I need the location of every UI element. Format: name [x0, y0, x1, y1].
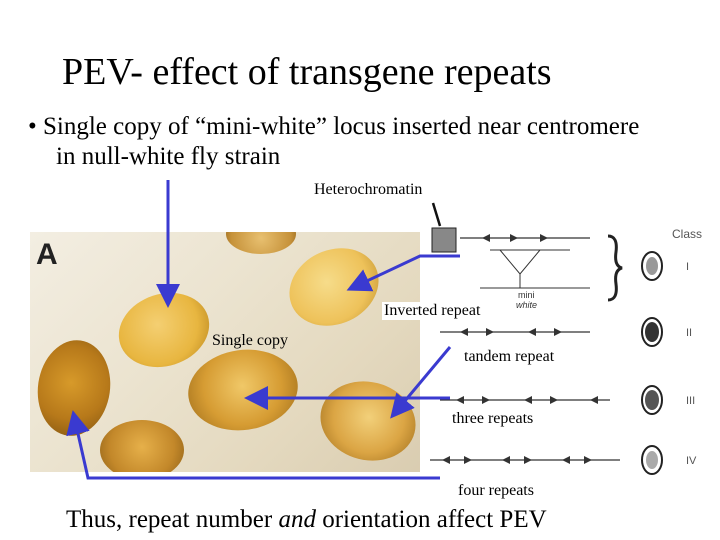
class-label-IV: IV — [686, 455, 697, 467]
fly-eye-three — [183, 343, 303, 438]
class-label-I: I — [686, 261, 690, 273]
bullet-point — [28, 112, 639, 172]
slide-title: PEV- effect of transgene repeats — [62, 51, 552, 93]
fly-eye-photo — [30, 232, 428, 472]
fly-eye-four — [312, 372, 424, 471]
class-label-II: II — [686, 327, 693, 339]
class-label-III: III — [686, 395, 696, 407]
class-eye-I — [642, 252, 662, 280]
bullet-text-line-1: Single copy of “mini-white” locus inserted near centromere — [43, 113, 640, 140]
conclusion-text — [66, 506, 547, 534]
mini-white-label-1: mini — [518, 290, 535, 300]
label-heterochromatin: Heterochromatin — [314, 181, 423, 198]
class-eye-IV — [642, 446, 662, 474]
conclusion-post: orientation affect PEV — [315, 506, 547, 533]
fly-eye-tandem — [32, 335, 117, 440]
class-header: Class — [672, 227, 703, 241]
label-four-repeats: four repeats — [458, 482, 534, 499]
label-tandem-repeat: tandem repeat — [464, 348, 555, 365]
fly-eye-extra — [100, 420, 184, 472]
fly-eye-inverted-repeat — [277, 234, 392, 340]
mini-white-label-2: white — [516, 300, 538, 310]
bullet-text-line-2: in null-white fly strain — [56, 143, 281, 170]
bullet-marker: • — [28, 113, 37, 140]
class-eye-II — [642, 318, 662, 346]
conclusion-pre: Thus, repeat number — [66, 506, 279, 533]
class-eye-III — [642, 386, 662, 414]
panel-letter: A — [36, 238, 58, 271]
fly-eye-edge — [226, 232, 296, 254]
heterochromatin-block — [432, 228, 456, 252]
label-three-repeats: three repeats — [452, 410, 534, 427]
label-single-copy: Single copy — [212, 332, 288, 349]
label-inverted-repeat: Inverted repeat — [384, 302, 481, 319]
conclusion-emphasis: and — [278, 506, 316, 533]
